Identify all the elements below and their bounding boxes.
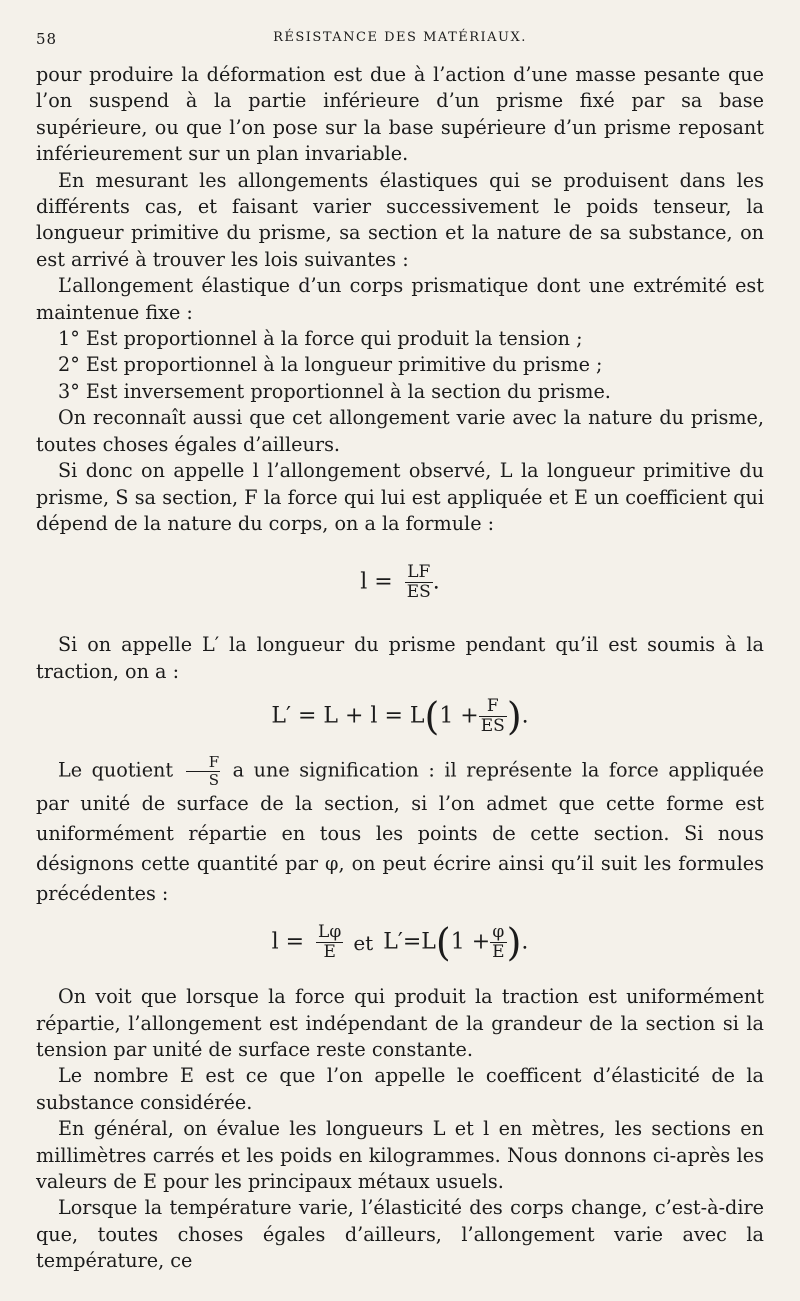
running-head: RÉSISTANCE DES MATÉRIAUX. bbox=[273, 30, 527, 45]
paragraph-13: En général, on évalue les longueurs L et l en mètres, les sections en millimètres carrés et les poids en kilogrammes. Nous donnons ci-après les valeurs de E pour les principaux métaux usuels. bbox=[36, 1117, 764, 1193]
paragraph-11: On voit que lorsque la force qui produit la traction est uniformément répartie, l’allongement est indépendant de la grandeur de la section si la tension par unité de surface reste constante. bbox=[36, 985, 764, 1061]
paragraph-14: Lorsque la température varie, l’élasticité des corps change, c’est-à-dire que, toutes choses égales d’ailleurs, l’allongement varie avec la température, ce bbox=[36, 1196, 764, 1273]
law-1: 1° Est proportionnel à la force qui produit la tension ; bbox=[58, 327, 583, 351]
formula-2-denominator: ES bbox=[480, 716, 505, 737]
page-header bbox=[36, 30, 764, 54]
paragraph-2: En mesurant les allongements élastiques qui se produisent dans les différents cas, et faisant varier successivement le poids tenseur, la longueur primitive du prisme, sa section et la nature de sa substance, on est arrivé à trouver les lois suivantes : bbox=[36, 168, 764, 271]
formula-3-denominator-2: E bbox=[492, 942, 505, 963]
formula-1-lhs: l = bbox=[360, 569, 393, 595]
page-body bbox=[36, 62, 764, 1275]
paragraph-10-rest: a une signification : il représente la force appliquée par unité de surface de la section, si l’on admet que cette forme est uniformément répartie en tous les points de cette section. Si nous désignons cette quantité par φ, on peut écrire ainsi qu’il suit les formules précédentes : bbox=[36, 758, 764, 906]
formula-3-denominator: E bbox=[323, 942, 336, 963]
paragraph-12: Le nombre E est ce que l’on appelle le coefficent d’élasticité de la substance considérée. bbox=[36, 1064, 764, 1114]
quotient-numerator: F bbox=[186, 754, 220, 772]
paragraph-8: Si donc on appelle l l’allongement observé, L la longueur primitive du prisme, S sa section, F la force qui lui est appliquée et E un coefficient qui dépend de la nature du corps, on a la formule : bbox=[36, 459, 764, 535]
page-number: 58 bbox=[36, 30, 58, 48]
formula-3-fraction-2 bbox=[490, 923, 506, 962]
formula-3-end: . bbox=[521, 929, 529, 955]
quotient-denominator: S bbox=[208, 771, 220, 790]
formula-2-end: . bbox=[521, 703, 529, 729]
formula-2-one-plus: 1 + bbox=[439, 703, 479, 729]
paragraph-9: Si on appelle L′ la longueur du prisme pendant qu’il est soumis à la traction, on a : bbox=[36, 633, 764, 683]
quotient-fraction bbox=[186, 754, 220, 789]
formula-2-fraction bbox=[479, 697, 507, 736]
formula-2-lhs: L′ = L + l = L bbox=[271, 703, 425, 729]
formula-1-numerator: LF bbox=[405, 563, 433, 583]
formula-3-and: et bbox=[353, 930, 374, 955]
formula-elongation bbox=[36, 563, 764, 602]
formula-3-rhs: L′=L bbox=[383, 929, 436, 955]
paragraph-10 bbox=[36, 754, 764, 909]
formula-3-numerator-2: φ bbox=[490, 923, 506, 943]
formula-3-numerator: Lφ bbox=[318, 922, 342, 943]
formula-3-lhs: l = bbox=[271, 929, 305, 955]
law-2: 2° Est proportionnel à la longueur primitive du prisme ; bbox=[58, 353, 603, 377]
paragraph-1: pour produire la déformation est due à l’action d’une masse pesante que l’on suspend à la partie inférieure d’un prisme fixé par sa base supérieure, ou que l’on pose sur la base supérieure d’un prisme reposant inférieurement sur un plan invariable. bbox=[36, 63, 764, 166]
paragraph-7: On reconnaît aussi que cet allongement varie avec la nature du prisme, toutes choses égales d’ailleurs. bbox=[36, 406, 764, 456]
paragraph-10-start: Le quotient bbox=[58, 758, 174, 782]
formula-length: L′ = L + l = L(1 + $\frac{F}{ES}$ ). bbox=[271, 694, 529, 739]
formula-3-fraction bbox=[316, 923, 343, 962]
formula-1-fraction bbox=[405, 563, 433, 602]
law-3: 3° Est inversement proportionnel à la section du prisme. bbox=[58, 379, 611, 403]
formula-2-numerator: F bbox=[479, 697, 507, 717]
paragraph-3: L’allongement élastique d’un corps prismatique dont une extrémité est maintenue fixe : bbox=[36, 274, 764, 324]
formula-1-denominator: ES bbox=[406, 582, 431, 603]
formula-phi: l = $\frac{L\varphi}{E}$ et L′=L(1 + $\frac{\varphi}{E}$ ). bbox=[271, 920, 529, 965]
formula-1-end: . bbox=[432, 569, 440, 595]
formula-3-one-plus: 1 + bbox=[450, 929, 491, 955]
page bbox=[36, 0, 764, 1301]
